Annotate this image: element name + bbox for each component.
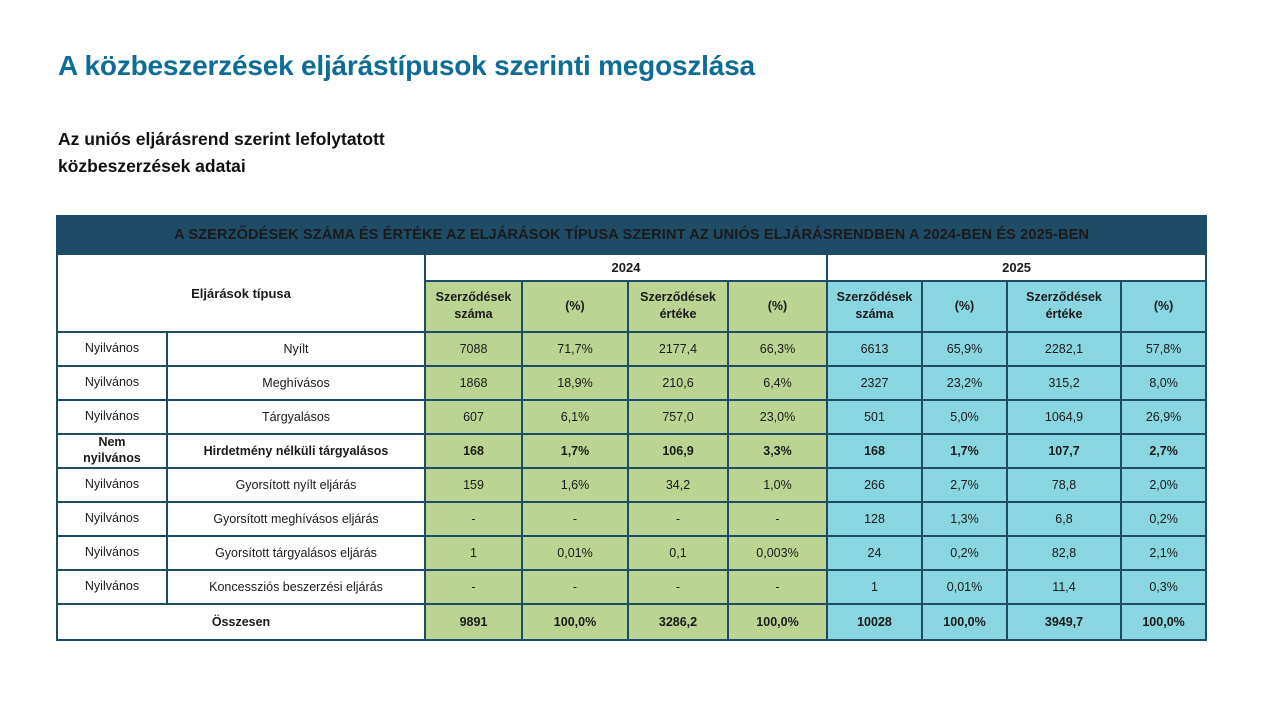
- cell-c2024-count: 168: [425, 434, 522, 468]
- cell-c2025-count-pct: 0,01%: [922, 570, 1007, 604]
- cell-c2025-count: 1: [827, 570, 922, 604]
- cell-c2025-value-pct: 2,7%: [1121, 434, 1206, 468]
- row-category: Nyilvános: [57, 332, 167, 366]
- subheader-line-1: Szerződések: [435, 290, 512, 305]
- cell-c2024-value-pct: -: [728, 502, 827, 536]
- table-row: [57, 536, 1206, 570]
- cell-c2025-value-pct: 26,9%: [1121, 400, 1206, 434]
- row-procedure-name: Koncessziós beszerzési eljárás: [167, 570, 425, 604]
- cell-c2025-count: 24: [827, 536, 922, 570]
- header-2025-contract-count: [827, 281, 922, 332]
- cell-c2024-value: -: [628, 570, 728, 604]
- cell-c2025-count-pct: 1,3%: [922, 502, 1007, 536]
- row-category: Nyilvános: [57, 570, 167, 604]
- row-category-line-1: Nem: [98, 435, 126, 450]
- procurement-table: [56, 215, 1207, 641]
- row-procedure-name: Tárgyalásos: [167, 400, 425, 434]
- cell-c2025-count-pct: 0,2%: [922, 536, 1007, 570]
- cell-c2025-count: 128: [827, 502, 922, 536]
- cell-c2025-count: 501: [827, 400, 922, 434]
- cell-c2025-count-pct: 23,2%: [922, 366, 1007, 400]
- cell-c2024-value: -: [628, 502, 728, 536]
- cell-c2024-value: 106,9: [628, 434, 728, 468]
- header-2025-count-percent: (%): [922, 281, 1007, 332]
- cell-c2025-count: 2327: [827, 366, 922, 400]
- subtitle-line-2: közbeszerzések adatai: [58, 156, 246, 177]
- cell-c2025-value: 78,8: [1007, 468, 1121, 502]
- table-row: [57, 434, 1206, 468]
- cell-c2024-count: 1868: [425, 366, 522, 400]
- header-2025-contract-value: [1007, 281, 1121, 332]
- cell-c2025-count: 6613: [827, 332, 922, 366]
- page-subtitle: [58, 126, 385, 180]
- cell-c2025-value: 315,2: [1007, 366, 1121, 400]
- cell-c2024-count: -: [425, 570, 522, 604]
- total-cell-c2024-value: 3286,2: [628, 604, 728, 640]
- row-category: Nyilvános: [57, 502, 167, 536]
- cell-c2025-value: 6,8: [1007, 502, 1121, 536]
- cell-c2024-count-pct: 1,7%: [522, 434, 628, 468]
- table-year-header-row: [57, 254, 1206, 281]
- row-category: Nyilvános: [57, 468, 167, 502]
- cell-c2024-value-pct: 1,0%: [728, 468, 827, 502]
- total-label: Összesen: [57, 604, 425, 640]
- cell-c2025-value-pct: 2,1%: [1121, 536, 1206, 570]
- cell-c2024-count-pct: 6,1%: [522, 400, 628, 434]
- row-category: Nyilvános: [57, 536, 167, 570]
- total-cell-c2025-count: 10028: [827, 604, 922, 640]
- cell-c2025-value-pct: 0,3%: [1121, 570, 1206, 604]
- header-2024-value-percent: (%): [728, 281, 827, 332]
- total-cell-c2024-count: 9891: [425, 604, 522, 640]
- cell-c2024-count-pct: 1,6%: [522, 468, 628, 502]
- cell-c2024-value-pct: 0,003%: [728, 536, 827, 570]
- cell-c2024-count-pct: 0,01%: [522, 536, 628, 570]
- cell-c2025-value-pct: 0,2%: [1121, 502, 1206, 536]
- page-title: A közbeszerzések eljárástípusok szerinti megoszlása: [58, 50, 755, 81]
- cell-c2024-value: 34,2: [628, 468, 728, 502]
- table-row: [57, 366, 1206, 400]
- cell-c2025-value: 107,7: [1007, 434, 1121, 468]
- cell-c2024-count-pct: -: [522, 570, 628, 604]
- table-body: [57, 332, 1206, 640]
- subheader-line-1: Szerződések: [640, 290, 716, 305]
- subheader-line-2: értéke: [1045, 307, 1083, 322]
- cell-c2024-count: 607: [425, 400, 522, 434]
- row-category: [57, 434, 167, 468]
- cell-c2025-value: 82,8: [1007, 536, 1121, 570]
- cell-c2025-value: 2282,1: [1007, 332, 1121, 366]
- cell-c2024-count-pct: 71,7%: [522, 332, 628, 366]
- header-year-2024: 2024: [425, 254, 827, 281]
- procurement-table-container: [56, 215, 1205, 641]
- row-procedure-name: Gyorsított meghívásos eljárás: [167, 502, 425, 536]
- table-banner-row: [57, 216, 1206, 254]
- cell-c2024-value: 757,0: [628, 400, 728, 434]
- total-cell-c2025-value-pct: 100,0%: [1121, 604, 1206, 640]
- table-banner-title: A SZERZŐDÉSEK SZÁMA ÉS ÉRTÉKE AZ ELJÁRÁSOK TÍPUSA SZERINT AZ UNIÓS ELJÁRÁSRENDBEN A 2024-BEN ÉS 2025-BEN: [57, 216, 1206, 254]
- cell-c2025-value-pct: 8,0%: [1121, 366, 1206, 400]
- cell-c2024-value: 210,6: [628, 366, 728, 400]
- row-procedure-name: Gyorsított tárgyalásos eljárás: [167, 536, 425, 570]
- row-category-line-2: nyilvános: [83, 451, 141, 465]
- cell-c2024-value-pct: -: [728, 570, 827, 604]
- row-procedure-name: Gyorsított nyílt eljárás: [167, 468, 425, 502]
- cell-c2025-count: 266: [827, 468, 922, 502]
- total-cell-c2024-count-pct: 100,0%: [522, 604, 628, 640]
- header-year-2025: 2025: [827, 254, 1206, 281]
- table-row: [57, 502, 1206, 536]
- cell-c2024-count: -: [425, 502, 522, 536]
- header-2024-contract-value: [628, 281, 728, 332]
- header-2025-value-percent: (%): [1121, 281, 1206, 332]
- cell-c2024-count: 1: [425, 536, 522, 570]
- table-row: [57, 332, 1206, 366]
- cell-c2025-value: 1064,9: [1007, 400, 1121, 434]
- subheader-line-1: Szerződések: [1026, 290, 1102, 305]
- subheader-line-2: értéke: [659, 307, 697, 322]
- row-category: Nyilvános: [57, 400, 167, 434]
- header-eljarasok-tipusa: Eljárások típusa: [57, 254, 425, 332]
- header-2024-contract-count: [425, 281, 522, 332]
- cell-c2024-count-pct: 18,9%: [522, 366, 628, 400]
- cell-c2024-value-pct: 6,4%: [728, 366, 827, 400]
- cell-c2024-count: 159: [425, 468, 522, 502]
- cell-c2024-value-pct: 3,3%: [728, 434, 827, 468]
- header-2024-count-percent: (%): [522, 281, 628, 332]
- subtitle-line-1: Az uniós eljárásrend szerint lefolytatott: [58, 129, 385, 149]
- cell-c2024-value: 2177,4: [628, 332, 728, 366]
- subheader-line-1: Szerződések: [836, 290, 913, 305]
- cell-c2025-count: 168: [827, 434, 922, 468]
- cell-c2025-count-pct: 65,9%: [922, 332, 1007, 366]
- cell-c2025-count-pct: 1,7%: [922, 434, 1007, 468]
- cell-c2025-value: 11,4: [1007, 570, 1121, 604]
- table-row: [57, 400, 1206, 434]
- total-cell-c2024-value-pct: 100,0%: [728, 604, 827, 640]
- table-row: [57, 570, 1206, 604]
- table-row: [57, 468, 1206, 502]
- cell-c2025-value-pct: 57,8%: [1121, 332, 1206, 366]
- cell-c2025-count-pct: 2,7%: [922, 468, 1007, 502]
- subheader-line-2: száma: [454, 307, 493, 322]
- cell-c2025-value-pct: 2,0%: [1121, 468, 1206, 502]
- row-procedure-name: Meghívásos: [167, 366, 425, 400]
- table-total-row: [57, 604, 1206, 640]
- total-cell-c2025-count-pct: 100,0%: [922, 604, 1007, 640]
- row-procedure-name: Hirdetmény nélküli tárgyalásos: [167, 434, 425, 468]
- row-procedure-name: Nyílt: [167, 332, 425, 366]
- table-head: [57, 216, 1206, 332]
- cell-c2024-count-pct: -: [522, 502, 628, 536]
- cell-c2024-value: 0,1: [628, 536, 728, 570]
- total-cell-c2025-value: 3949,7: [1007, 604, 1121, 640]
- cell-c2024-value-pct: 23,0%: [728, 400, 827, 434]
- cell-c2024-count: 7088: [425, 332, 522, 366]
- row-category: Nyilvános: [57, 366, 167, 400]
- cell-c2024-value-pct: 66,3%: [728, 332, 827, 366]
- subheader-line-2: száma: [855, 307, 894, 322]
- cell-c2025-count-pct: 5,0%: [922, 400, 1007, 434]
